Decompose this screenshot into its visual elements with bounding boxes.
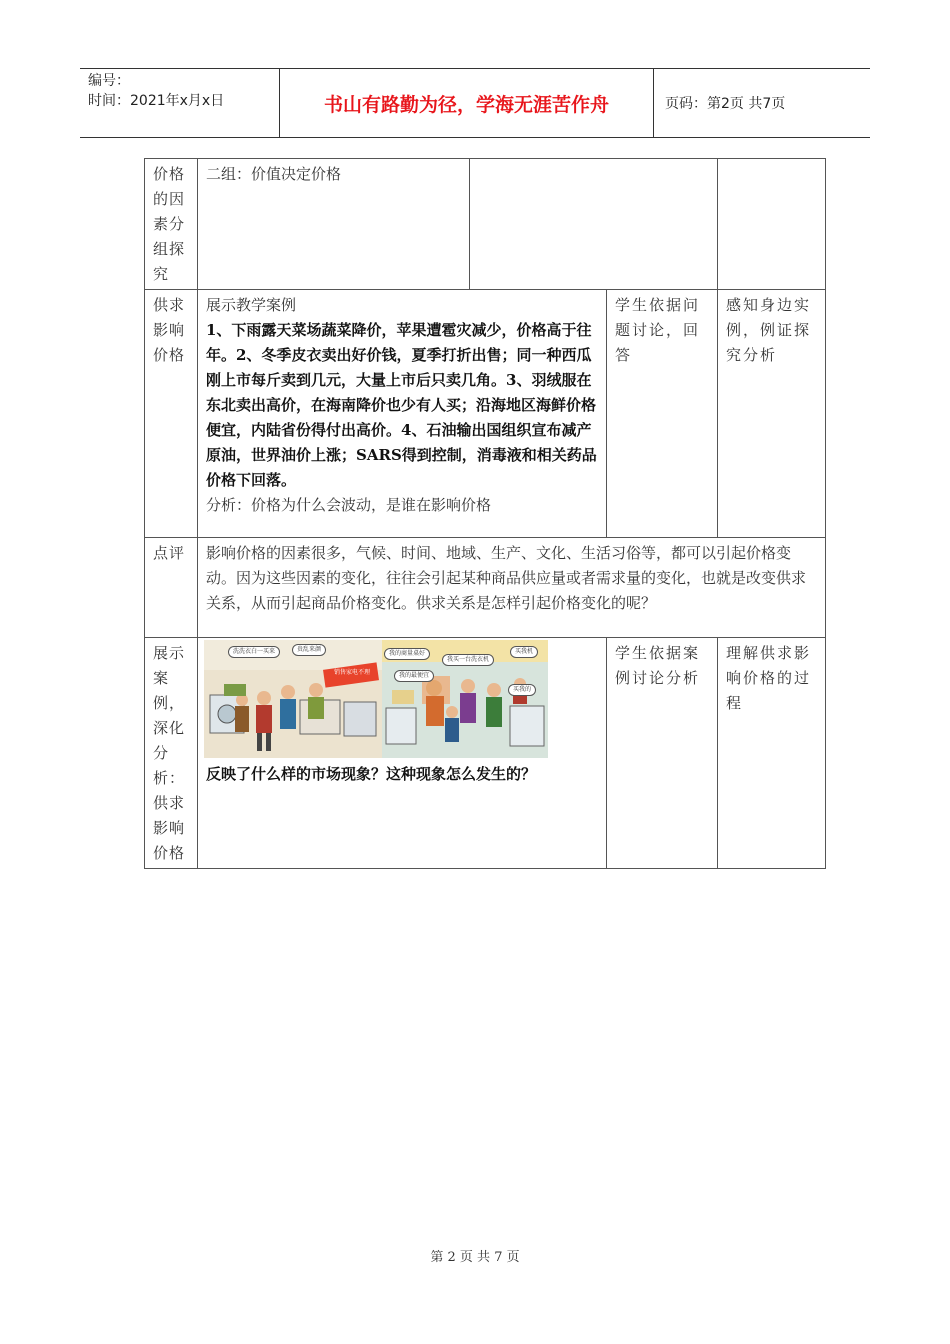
speech-bubble: 买我机 xyxy=(510,646,538,658)
speech-bubble: 买我的 xyxy=(508,684,536,696)
serial-label: 编号： xyxy=(88,73,130,89)
cartoon-pair xyxy=(204,640,598,758)
table-row xyxy=(145,290,826,538)
lesson-table xyxy=(144,158,826,869)
speech-bubble: 我的商量桌好 xyxy=(384,648,430,660)
row-student: 学生依据案例讨论分析 xyxy=(607,638,718,869)
table-row xyxy=(145,538,826,638)
row-goal: 感知身边实例，例证探究分析 xyxy=(718,290,826,538)
row-student xyxy=(470,159,718,290)
row-label: 价格的因素分组探究 xyxy=(145,159,198,290)
page-footer: 第 2 页 共 7 页 xyxy=(430,1250,520,1265)
row-student: 学生依据问题讨论，回答 xyxy=(607,290,718,538)
case-question: 反映了什么样的市场现象？这种现象怎么发生的？ xyxy=(206,765,537,783)
row-goal xyxy=(718,159,826,290)
cases-analysis: 分析：价格为什么会波动，是谁在影响价格 xyxy=(206,496,492,514)
cartoon-high-supply-image xyxy=(382,640,548,758)
speech-bubble: 贵乱来颜 xyxy=(292,644,326,656)
page-header xyxy=(80,68,870,138)
row-label: 展示案例，深化分析：供求影响价格 xyxy=(145,638,198,869)
cases-intro: 展示教学案例 xyxy=(206,296,297,314)
cartoon-low-demand-image xyxy=(204,640,382,758)
table-row xyxy=(145,159,826,290)
table-row xyxy=(145,638,826,869)
speech-bubble: 洗洗衣白一买来 xyxy=(228,646,280,658)
header-motto: 书山有路勤为径，学海无涯苦作舟 xyxy=(280,69,654,137)
shop-sign: 销售家电不理 xyxy=(334,669,371,676)
speech-bubble: 我的最便宜 xyxy=(394,670,434,682)
speech-bubble: 我买一台洗衣机 xyxy=(442,654,494,666)
row-content: 影响价格的因素很多，气候、时间、地域、生产、文化、生活习俗等，都可以引起价格变动。因为这些因素的变化，往往会引起某种商品供应量或者需求量的变化，也就是改变供求关系，从而引起商品价格变化。供求关系是怎样引起价格变化的呢？ xyxy=(198,538,826,638)
row-content xyxy=(198,290,607,538)
header-meta xyxy=(80,69,280,137)
row-label: 供求影响价格 xyxy=(145,290,198,538)
row-content: 二组：价值决定价格 xyxy=(198,159,470,290)
row-label: 点评 xyxy=(145,538,198,638)
header-page-info: 页码：第2页 共7页 xyxy=(665,96,786,112)
row-goal: 理解供求影响价格的过程 xyxy=(718,638,826,869)
row-content xyxy=(198,638,607,869)
cases-list: 1、下雨露天菜场蔬菜降价，苹果遭雹灾减少，价格高于往年。2、冬季皮衣卖出好价钱，夏季打折出售；同一种西瓜刚上市每斤卖到几元，大量上市后只卖几角。3、羽绒服在东北卖出高价，在海南降价也少有人买；沿海地区海鲜价格便宜，内陆省份得付出高价。4、石油输出国组织宣布减产原油，世界油价上涨；SARS得到控制，消毒液和相关药品价格下回落。 xyxy=(206,321,597,489)
date-line: 时间：2021年x月x日 xyxy=(88,93,225,109)
